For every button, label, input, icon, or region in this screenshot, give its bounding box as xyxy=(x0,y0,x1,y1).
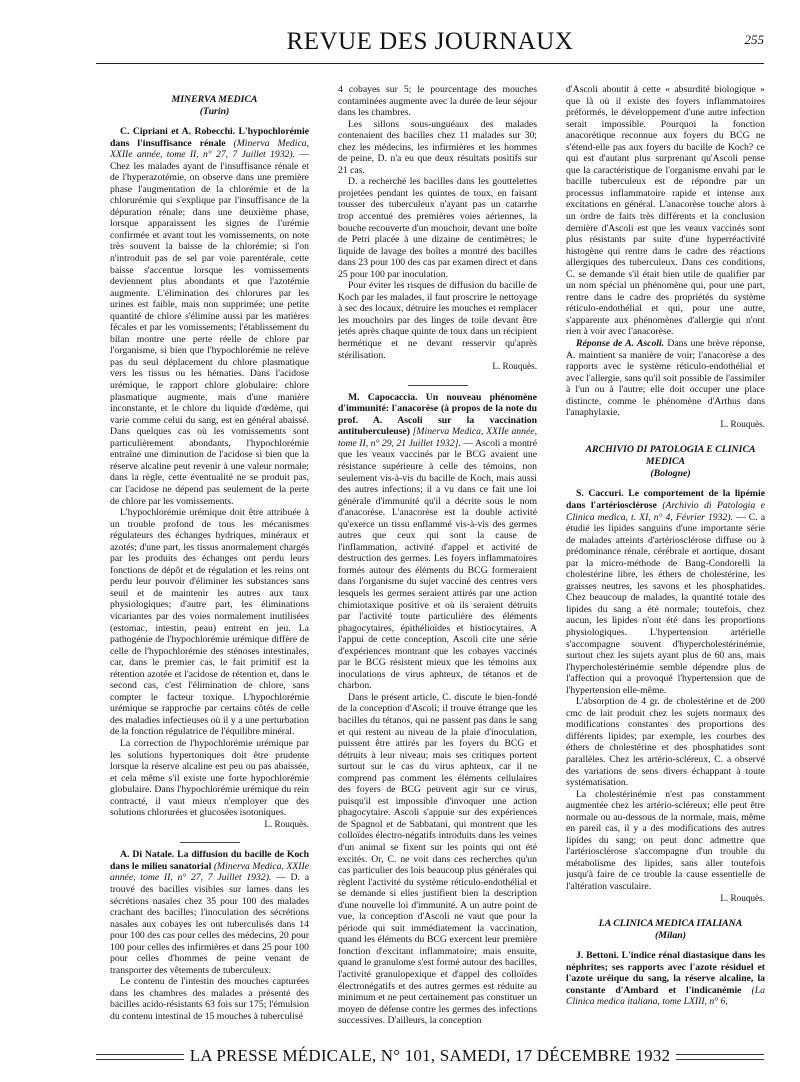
header-rule xyxy=(96,63,764,64)
article-paragraph: Pour éviter les risques de diffusion du bacille de Koch par les malades, il faut proscrire le nettoyage à sec des locaux, détruire les mouches et remplacer les mouchoirs par des linges de toile devant être jetés après chaque quinte de toux dans un récipient hermétique et ne devant resservir qu'après stérilisation. xyxy=(338,280,537,361)
page-footer xyxy=(96,1046,764,1070)
journal-section-title: REVUE DES JOURNAUX xyxy=(286,28,574,55)
footer-text: LA PRESSE MÉDICALE, N° 101, SAMEDI, 17 DÉCEMBRE 1932 xyxy=(184,1046,676,1065)
article-paragraph: D. a recherché les bacilles dans les gouttelettes projetées pendant les quintes de toux, en faisant tousser des tuberculeux n'ayant pas un catarrhe trop accentué des premières voies aériennes, la bouche recouverte d'un mouchoir, devant une boîte de Petri placée à une dizaine de centimètres; le liquide de lavage des boîtes a montré des bacilles dans 23 pour 100 des cas par examen direct et dans 25 pour 100 par inoculation. xyxy=(338,176,537,280)
article-paragraph: 4 cobayes sur 5; le pourcentage des mouches contaminées augmente avec la durée de leur séjour dans les chambres. xyxy=(338,84,537,119)
article-text: — Ascoli a montré que les veaux vaccinés par le BCG avaient une résistance supérieure à celle des témoins, non seulement vis-à-vis du bacille de Koch, mais aussi des autres infections; il a vu dans ce fait une loi générale d'immunité qu'il a décrite sous le nom d'anacorèse. L'anacorèse est la double activité qu'exerce un tissu enflammé vis-à-vis des germes autres que ceux qui sont la cause de l'inflammation, activité d'appel et activité de destruction des germes. Les foyers inflammatoires formés autour des éléments du BCG formeraient dans l'organisme du sujet vacciné des centres vers lesquels les germes seraient attirés par une action chimiotaxique positive et où ils seraient détruits par l'activité toute particulière des éléments phagocytaires, épithélioïdes et histiocytaires. A l'appui de cette conception, Ascoli cite une série d'expériences montrant que les cobayes vaccinés par le BCG résistent mieux que les témoins aux inoculations de virus aphteux, de tétanos et de charbon. xyxy=(338,437,537,692)
article-paragraph: Les sillons sous-unguéaux des malades contenaient des bacilles chez 11 malades sur 30; chez les médecins, les infirmières et les hommes de peine, D. n'a eu que deux résultats positifs sur 21 cas. xyxy=(338,118,537,176)
article-paragraph: La correction de l'hypochlorémie urémique par les solutions hypertoniques doit être prudente lorsque la réserve alcaline est peu ou pas abaissée, et cela même s'il existe une forte hypochlorémie globulaire. Dans l'hypochlorémie urémique du rein contracté, il vaut mieux n'employer que des solutions chlorurées et glucosées isotoniques. xyxy=(110,737,309,819)
article-citation: [Minerva Medica, XXIIe année, tome II, n° 29, 21 Juillet 1932]. xyxy=(338,426,537,449)
article-citation: (Archivio di Patologia e Clinica medica, t. XI, n° 4, Février 1932). xyxy=(566,499,765,523)
section-journal: LA CLINICA MEDICA ITALIANA xyxy=(598,918,743,930)
article-citation: (La Clinica medica italiana, tome LXIII, n° 6, xyxy=(566,984,765,1008)
article-citation: (Minerva Medica, XXIIe année, tome II, n° 27, 7 Juillet 1932). xyxy=(110,137,309,161)
column-1 xyxy=(110,84,309,1030)
article-title: J. Bettoni. L'indice rénal diastasique dans les néphrites; ses rapports avec l'azote résiduel et l'azote uréique du sang, la réserve alcaline, la constante d'Ambard et l'indicanémie xyxy=(566,950,765,996)
article-paragraph xyxy=(110,849,309,976)
article-title: C. Cipriani et A. Robecchi. L'hypochlorémie dans l'insuffisance rénale xyxy=(110,126,309,149)
section-city: (Bologne) xyxy=(650,468,691,480)
column-2 xyxy=(338,84,537,1030)
reply-label: Réponse de A. Ascoli. xyxy=(576,338,665,350)
page-number: 255 xyxy=(744,32,764,47)
article-title: M. Capocaccia. Un nouveau phénomène d'immunité: l'anacorèse (à propos de la note du prof. A. Ascoli sur la vaccination antituberculeuse) xyxy=(338,391,537,438)
article-paragraph xyxy=(338,392,537,692)
article-signature: L. Rouquès. xyxy=(720,892,765,903)
section-journal: ARCHIVIO DI PATOLOGIA E CLINICA MEDICA xyxy=(585,444,756,468)
article-paragraph: La cholestérinémie n'est pas constamment augmentée chez les artério-scléreux; elle peut être normale ou au-dessous de la normale, mais, même en pareil cas, il y a des modifications des autres lipides du sang; on peut donc admettre que l'artériosclérose s'accompagne d'un trouble du métabolisme des lipides, sans aller toutefois jusqu'à faire de ce trouble la cause essentielle de l'altération vasculaire. xyxy=(566,788,765,892)
section-city: (Milan) xyxy=(654,930,687,942)
column-3 xyxy=(566,84,765,1030)
article-signature: L. Rouquès. xyxy=(492,361,537,372)
article-paragraph: d'Ascoli aboutit à cette « absurdité biologique » que là où il existe des foyers inflammatoires préformés, le développement d'une autre infection serait impossible. Pourquoi la fonction anacorétique reconnue aux foyers du BCG ne s'étend-elle pas aux foyers du bacille de Koch? ce qui est d'autant plus surprenant qu'Ascoli pense que la caractéristique de l'organisme envahi par le bacille tuberculeux est de répondre par un processus inflammatoire rapide et intense aux excitations en général. L'anacorèse touche alors à un ordre de faits très différents et la conclusion dernière d'Ascoli est que les veaux vaccinés sont plus résistants par suite d'une hyperréactivité histogène qui rentre dans le cadre des réactions allergiques des tuberculeux. Dans ces conditions, C. se demande s'il était bien utile de qualifier par un nom spécial un phénomène qui, pour une part, rentre dans le cadre des propriétés du système réticulo-endothélial et qui, pour une autre, s'apparente aux phénomènes d'allergie qui n'ont rien à voir avec l'anacorèse. xyxy=(566,84,765,338)
article-paragraph: L'absorption de 4 gr. de cholestérine et de 200 cmc de lait produit chez les sujets normaux des modifications constantes des proportions des différents lipides; par exemple, les courbes des éthers de cholestérine et des phosphatides sont parallèles. Chez les artério-scléreux, C. a observé des variations de sens divers échappant à toute systématisation. xyxy=(566,696,765,789)
section-heading xyxy=(110,94,309,118)
article-title: A. Di Natale. La diffusion du bacille de Koch dans le milieu sanatorial xyxy=(110,849,309,872)
page-header xyxy=(96,28,764,62)
article-paragraph xyxy=(566,338,765,419)
article-paragraph: Dans le présent article, C. discute le bien-fondé de la conception d'Ascoli; il trouve étrange que les bacilles du tétanos, qui ne passent pas dans le sang et qui restent au niveau de la plaie d'inoculation, puissent être attirés par les foyers du BCG et détruits à leur niveau; mais ses critiques portent surtout sur le cas du virus aphteux, car il ne comprend pas comment les éléments cellulaires des foyers de BCG peuvent agir sur ce virus, puisqu'il est impossible d'invoquer une action phagocytaire. Ascoli s'appuie sur des expériences de Spagnol et de Sabbatani, qui montrent que les colloïdes électro-négatifs introduits dans les veines d'un animal se fixent sur les points qui ont été excités. Or, C. ne voit dans ces recherches qu'un cas particulier des lois beaucoup plus générales qui règlent l'activité du système réticulo-endothélial et se demande si elles justifient bien la description d'une nouvelle loi d'immunité. A un autre point de vue, la conception d'Ascoli ne vaut que pour la période qui suit immédiatement la vaccination, quand les éléments du BCG exercent leur première fonction d'excitant inflammatoire; mais ensuite, quand le granulome s'est formé autour des bacilles, l'activité granulopexique et d'appel des colloïdes électronégatifs et des autres germes est réduite au minimum et ne peut certainement pas constituer un moyen de défense contre les germes des infections successives. D'ailleurs, la conception xyxy=(338,691,537,1027)
article-text: — D. a trouvé des bacilles visibles sur lames dans les sécrétions nasales chez 35 pour 100 des malades crachant des bacilles; l'inoculation des sécrétions nasales aux cobayes les ont tuberculisés dans 14 pour 100 des cas pour celles des médecins, 20 pour 100 pour celles des infirmières et dans 25 pour 100 pour celles d'hommes de peine venant de transporter des vêtements de tuberculeux. xyxy=(110,872,309,976)
article-divider xyxy=(408,385,468,386)
article-paragraph: L'hypochlorémie urémique doit être attribuée à un trouble profond de tous les mécanismes régulateurs des échanges hydriques, minéraux et azotés; d'une part, les tissus anormalement chargés par les produits des échanges ont perdu leurs fonctions de dépôt et de régulation et les reins ont perdu leur pouvoir d'éliminer les substances sans seuil et de maintenir les autres aux taux physiologiques; d'autre part, les éliminations vicariantes par des voies normalement inutilisées (estomac, intestin, peau) entrent en jeu. La pathogénie de l'hypochlorémie urémique diffère de celle de l'hypochlorémie des sténoses intestinales, car, dans le premier cas, le fait primitif est la rétention azotée et l'acidose de rétention et, dans le second cas, c'est l'élimination de chlore, sans compter le facteur toxique. L'hypochlorémie urémique se rapproche par certains côtés de celle des maladies infectieuses où il y a une perturbation de la fonction régulatrice de l'équilibre minéral. xyxy=(110,507,309,738)
article-columns xyxy=(110,84,765,1030)
article-signature: L. Rouquès. xyxy=(720,418,765,429)
article-text: — C. a étudié les lipides sanguins d'une importante série de malades atteints d'artériosclérose diffuse ou à prédominance rénale, cérébrale et aortique, dosant par la micro-méthode de Bang-Condorelli la cholestérine libre, les éthers de cholestérine, les graisses neutres, les savons et les phosphatides. Chez beaucoup de malades, la quantité totale des lipides du sang a été normale; toutefois, chez aucun, les lipides n'ont été dans les proportions physiologiques. L'hypertension artérielle s'accompagne souvent d'hypercholestérinémie, surtout chez les sujets ayant plus de 60 ans, mais l'hypercholestérinémie semble dépendre plus de l'affection qui a provoqué l'hypertension que de l'hypertension elle-même. xyxy=(566,511,765,696)
section-heading xyxy=(566,444,765,480)
article-signature: L. Rouquès. xyxy=(264,818,309,829)
section-journal: MINERVA MEDICA xyxy=(171,94,258,105)
article-divider xyxy=(180,842,240,843)
section-city: (Turin) xyxy=(199,106,230,117)
article-paragraph xyxy=(110,126,309,507)
article-paragraph xyxy=(566,950,765,1008)
article-citation: (Minerva Medica, XXIIe année, tome II, n° 27, 7 Juillet 1932). xyxy=(110,860,309,884)
article-text: Dans une brève réponse, A. maintient sa manière de voir; l'anacorèse a des rapports avec le système réticulo-endothélial et avec l'allergie, sans qu'il soit possible de l'assimiler à l'un ou à l'autre; elle doit occuper une place distincte, comme le phénomène d'Arthus dans l'anaphylaxie. xyxy=(566,338,765,419)
article-title: S. Caccuri. Le comportement de la lipémie dans l'artériosclérose xyxy=(566,488,765,511)
article-text: — Chez les malades ayant de l'insuffisance rénale et de l'hyperazotémie, on observe dans une première phase l'augmentation de la chlorémie et de la chlorurémie qui s'explique par l'insuffisance de la dépuration rénale; dans une deuxième phase, lorsque apparaissent les signes de l'urémie confirmée et avant tout les vomissements, on note très souvent la baisse de la chlorémie; si l'on n'introduit pas de sel par voie parentérale, cette baisse s'accentue lorsque les vomissements deviennent plus abondants et que l'azotémie augmente. L'élimination des chlorures par les urines est faible, mais non supprimée; une petite quantité de chlore s'élimine aussi par les matières fécales et par les vomissements; l'établissement du bilan montre une perte réelle de chlore par l'organisme, si bien que l'hypochlorémie ne relève pas du seul déplacement du chlore plasmatique vers les tissus ou les hématies. Dans l'acidose urémique, le rapport chlore globulaire: chlore plasmatique augmente, mais d'une manière inconstante, et le chlore du liquide d'œdème, qui varie comme celui du sang, est en général abaissé. Dans quelques cas où les vomissements sont particulièrement abondants, l'hypochlorémie entraîne une diminution de l'acidose si bien que la réserve alcaline peut revenir à une valeur normale; dans la règle, cette éventualité ne se produit pas, car l'acidose ne dépend pas seulement de la perte de chlore par les vomissements. xyxy=(110,149,309,507)
footer-text-wrap xyxy=(96,1046,764,1066)
section-heading xyxy=(566,918,765,942)
article-paragraph xyxy=(566,488,765,696)
article-paragraph: Le contenu de l'intestin des mouches capturées dans les chambres des malades a présenté des bacilles acido-résistants 63 fois sur 175; l'émulsion du contenu intestinal de 15 mouches à tuberculisé xyxy=(110,976,309,1023)
